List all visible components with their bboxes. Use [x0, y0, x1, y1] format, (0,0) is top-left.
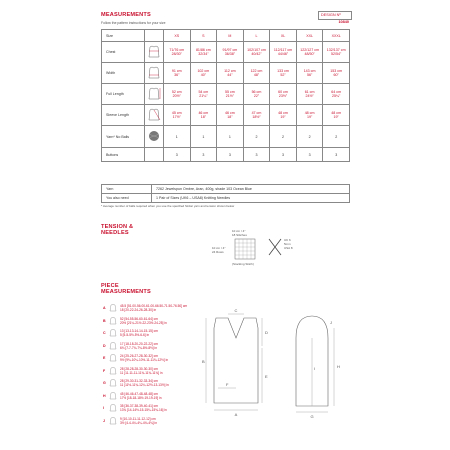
design-number: 10840: [338, 20, 349, 24]
size-xs: XS: [164, 30, 191, 42]
row-label-yarn: Yarn* No Balls: [102, 126, 145, 148]
crossed-needles-icon: [268, 238, 282, 256]
piece-title: PIECE MEASUREMENTS: [101, 283, 151, 296]
table-row: Width 91 cm 36" 102 cm 40" 112 cm 44" 122 cm 48" 133 cm 52" 143 cm 56" 153 cm 60": [102, 63, 350, 84]
row-label-buttons: Buttons: [102, 148, 145, 162]
table-row: Chest 71/76 cm 28/30" 81/86 cm 32/34" 91/97 cm 36/38" 102/107 cm 40/42" 112/117 cm 44/46" 122/127 cm 48/50" 132/137 cm 52/54": [102, 42, 350, 63]
label-f: F: [226, 382, 229, 387]
label-i: I: [314, 366, 316, 371]
garment-icon: [109, 317, 117, 325]
table-row: [102, 194, 350, 203]
width-icon: [145, 63, 164, 84]
label-e: E: [265, 374, 268, 379]
label-b: B: [202, 359, 205, 364]
label-g: G: [310, 414, 314, 419]
list-item: A 45.5 [51.00-56.00-61.00-66.50-71.50-76.50] cm 18 [20-22-24-26-28-30] in: [103, 304, 188, 313]
label-j: J: [330, 320, 332, 325]
label-d: D: [265, 330, 268, 335]
size-header-label: Size: [102, 30, 145, 42]
tension-title: TENSION & NEEDLES: [101, 224, 134, 237]
garment-icon: [109, 379, 117, 387]
list-item: H 45 [46-46-47-48-48-48] cm 17½ [18-18-18½-19-19-19] in: [103, 391, 162, 400]
swatch-grid-icon: [234, 238, 256, 260]
body-outline: [214, 318, 258, 403]
tension-swatch: 10 cm / 4" 18 Stitches 10 cm / 4" 24 Rows (Stocking Stitch): [218, 229, 288, 279]
list-item: D 17 [18-18-20-20-22-22] cm 6¾ [7-7-7¾-7¾-8½-8½] in: [103, 341, 158, 350]
list-item: F 28 [28-28-28-30-30-30] cm 11 [11-11-11-11¾-11¾-11¾] in: [103, 366, 163, 375]
piece-list: [101, 304, 201, 429]
size-xxl: XXL: [296, 30, 323, 42]
table-row: Sleeve Length 45 cm 17½" 46 cm 18" 46 cm 18" 47 cm 18½" 48 cm 19" 48 cm 19" 48 cm 19": [102, 105, 350, 126]
table-row: Yarn* No Balls 1 1 1 2 2 2 2: [102, 126, 350, 148]
label-a: A: [234, 412, 238, 417]
row-label-width: Width: [102, 63, 145, 84]
yarn-value: 7262 Jewelspun Ombre, Aran, 400g, shade 103 Ocean Blue: [152, 185, 350, 194]
list-item: B 52 [54-55-56-60-61-64] cm 20½ [21¼-21½-22-23½-24-25] in: [103, 316, 167, 325]
garment-icon: [109, 354, 117, 362]
garment-icon: [109, 367, 117, 375]
design-label: DESIGN Nº: [321, 13, 341, 17]
row-label-full-length: Full Length: [102, 84, 145, 105]
yarn-ball-icon: [145, 126, 164, 148]
measurements-subtitle: Follow the pattern instructions for your size: [101, 21, 166, 25]
list-item: G 28 [29-30-31-32-33-34] cm 11 [11½-11¾-12¼-12½-13-13½] in: [103, 379, 169, 388]
list-item: E 24 [25-26-27-28-30-32] cm 9½ [9¾-10¼-10½-11-11¾-12½] in: [103, 354, 169, 363]
list-item: C 13 [13-13-14-14-15-15] cm 5 [5-5-5½-5½-6-6] in: [103, 329, 158, 338]
yarn-label: Yarn: [102, 185, 152, 194]
garment-schematic: [196, 308, 356, 428]
label-h: H: [337, 364, 340, 369]
chest-icon: [145, 42, 164, 63]
table-row: Full Length 52 cm 20½" 54 cm 21¼" 55 cm 21½" 56 cm 22" 60 cm 23½" 61 cm 24½" 64 cm 25¼": [102, 84, 350, 105]
footnote: * Average number of balls required when you use the specified Sirdar yarn and tension shown below: [101, 204, 235, 208]
length-icon: [145, 84, 164, 105]
needles-value: 1 Pair of Sizes (UK6 – USA8) Knitting Needles: [152, 194, 350, 203]
design-number-box: [318, 11, 352, 24]
garment-icon: [109, 392, 117, 400]
table-row: Buttons 3 3 3 3 3 3 3: [102, 148, 350, 162]
table-row: [102, 185, 350, 194]
size-table: [101, 29, 350, 162]
garment-icon: [109, 329, 117, 337]
size-xxxl: XXXL: [323, 30, 350, 42]
yarn-table: [101, 184, 350, 203]
garment-icon: [109, 404, 117, 412]
row-label-chest: Chest: [102, 42, 145, 63]
row-label-sleeve-length: Sleeve Length: [102, 105, 145, 126]
list-item: J 9 [10-10-11-11-12-12] cm 3½ [4-4-4¼-4¼-4¾-4¾] in: [103, 416, 158, 425]
needles-label: You also need: [102, 194, 152, 203]
needles-info: UK 6 5mm USA 8: [268, 232, 318, 272]
size-l: L: [243, 30, 270, 42]
size-s: S: [190, 30, 217, 42]
size-m: M: [217, 30, 244, 42]
size-xl: XL: [270, 30, 297, 42]
list-item: I 35 [36-37-38-39-40-41] cm 13¾ [14-14½-15-15¼-15¾-16] in: [103, 404, 167, 413]
garment-icon: [109, 417, 117, 425]
size-header-row: [102, 30, 350, 42]
label-c: C: [234, 308, 238, 313]
sleeve-icon: [145, 105, 164, 126]
garment-icon: [109, 304, 117, 312]
garment-icon: [109, 342, 117, 350]
measurements-title: MEASUREMENTS: [101, 12, 151, 18]
